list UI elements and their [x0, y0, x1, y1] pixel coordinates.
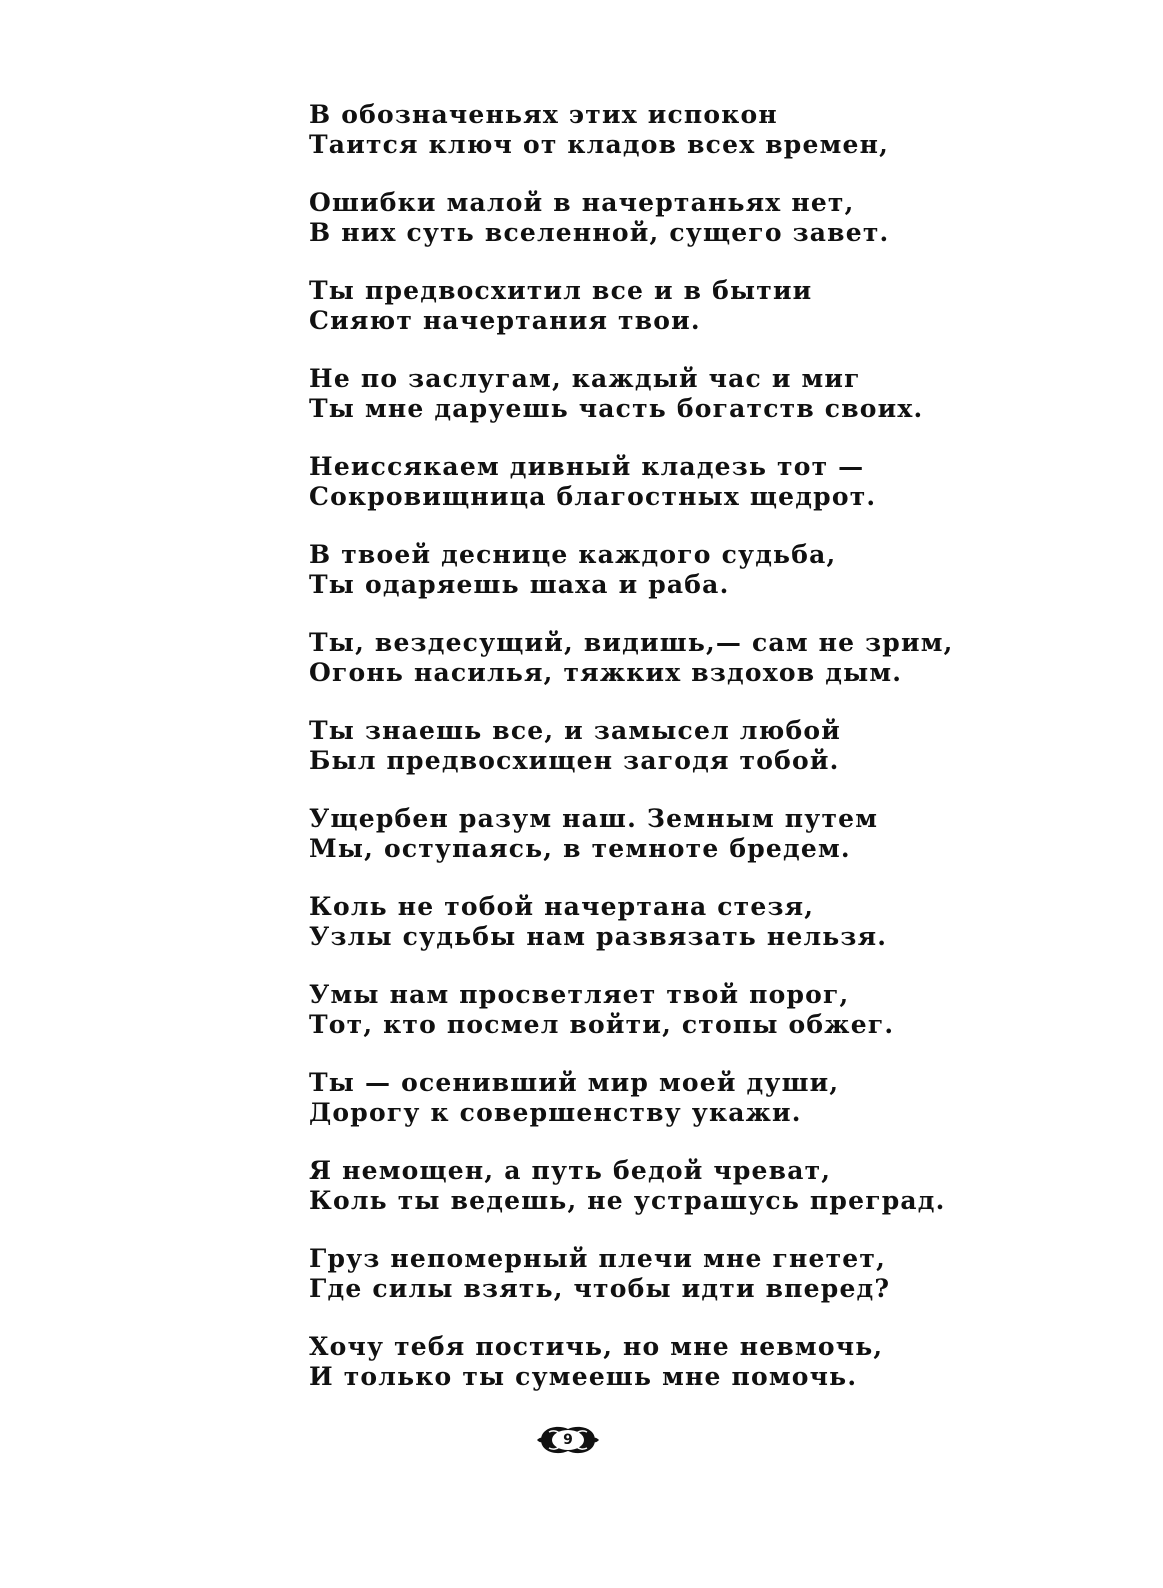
poem-line: Тот, кто посмел войти, стопы обжег. [309, 1010, 895, 1039]
poem-line: Сияют начертания твои. [309, 306, 701, 335]
poem-line: Ты предвосхитил все и в бытии [309, 276, 813, 305]
poem-line: Ты мне даруешь часть богатств своих. [309, 394, 924, 423]
stanza [309, 628, 954, 716]
page-number-ornament-icon [535, 1420, 601, 1460]
poem-line: Ты одаряешь шаха и раба. [309, 570, 730, 599]
poem-line: Ты, вездесущий, видишь,— сам не зрим, [309, 628, 954, 657]
stanza [309, 892, 909, 980]
poem-line: Мы, оступаясь, в темноте бредем. [309, 834, 851, 863]
poem-line: Ты — осенивший мир моей души, [309, 1068, 840, 1097]
poem-line: В твоей деснице каждого судьба, [309, 540, 837, 569]
poem-line: Узлы судьбы нам развязать нельзя. [309, 922, 888, 951]
stanza [309, 540, 909, 628]
poem [309, 100, 954, 1420]
poem-line: В них суть вселенной, сущего завет. [309, 218, 890, 247]
stanza [309, 1332, 909, 1420]
poem-line: Груз непомерный плечи мне гнетет, [309, 1244, 887, 1273]
poem-line: Хочу тебя постичь, но мне невмочь, [309, 1332, 884, 1361]
poem-line: Дорогу к совершенству укажи. [309, 1098, 802, 1127]
stanza [309, 452, 909, 540]
poem-line: Ошибки малой в начертаньях нет, [309, 188, 855, 217]
poem-line: Где силы взять, чтобы идти вперед? [309, 1274, 891, 1303]
poem-line: Ты знаешь все, и замысел любой [309, 716, 841, 745]
poem-line: Умы нам просветляет твой порог, [309, 980, 850, 1009]
poem-line: Я немощен, а путь бедой чреват, [309, 1156, 832, 1185]
poem-line: Таится ключ от кладов всех времен, [309, 130, 889, 159]
stanza [309, 1156, 946, 1244]
stanza [309, 716, 909, 804]
stanza [309, 1068, 909, 1156]
poem-line: Коль не тобой начертана стезя, [309, 892, 815, 921]
poem-line: Ущербен разум наш. Земным путем [309, 804, 879, 833]
stanza [309, 276, 909, 364]
poem-line: В обозначеньях этих испокон [309, 100, 778, 129]
poem-line: Коль ты ведешь, не устрашусь преград. [309, 1186, 946, 1215]
poem-line: Не по заслугам, каждый час и миг [309, 364, 861, 393]
poem-line: И только ты сумеешь мне помочь. [309, 1362, 858, 1391]
poem-line: Неиссякаем дивный кладезь тот — [309, 452, 865, 481]
stanza [309, 980, 909, 1068]
stanza [309, 364, 924, 452]
poem-line: Сокровищница благостных щедрот. [309, 482, 877, 511]
stanza [309, 188, 909, 276]
poem-line: Был предвосхищен загодя тобой. [309, 746, 840, 775]
poem-line: Огонь насилья, тяжких вздохов дым. [309, 658, 903, 687]
page-number: 9 [563, 1432, 573, 1448]
stanza [309, 804, 909, 892]
stanza [309, 100, 909, 188]
stanza [309, 1244, 909, 1332]
